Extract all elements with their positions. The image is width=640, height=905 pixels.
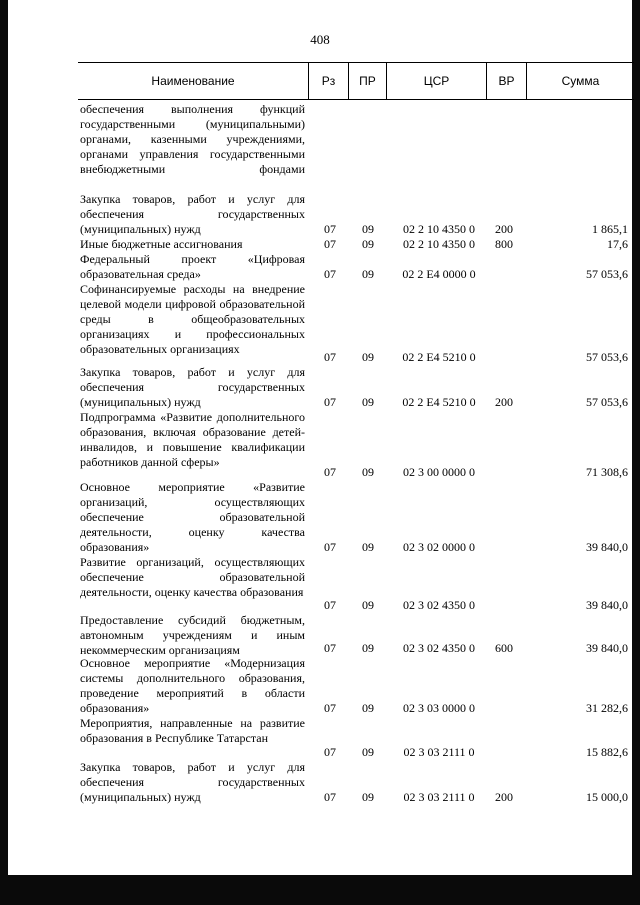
- row-rz: 07: [324, 395, 336, 409]
- row-name: Мероприятия, направленные на развитие образования в Республике Татарстан: [80, 716, 305, 745]
- row-sum: 57 053,6: [586, 350, 628, 364]
- row-name: Подпрограмма «Развитие дополнительного образования, включая образование детей-инвалидов, и повышение квалификации работников данной сферы»: [80, 410, 305, 469]
- row-rz: 07: [324, 237, 336, 251]
- row-name: Федеральный проект «Цифровая образовательная среда»: [80, 252, 305, 281]
- row-rz: 07: [324, 540, 336, 554]
- table-row: [0, 102, 640, 192]
- row-name: Закупка товаров, работ и услуг для обеспечения государственных (муниципальных) нужд: [80, 192, 305, 236]
- row-pr: 09: [362, 267, 374, 281]
- row-pr: 09: [362, 641, 374, 655]
- row-csr: 02 2 E4 5210 0: [402, 350, 476, 364]
- table-row: [0, 282, 640, 365]
- row-csr: 02 3 02 0000 0: [403, 540, 475, 554]
- table-row: [0, 192, 640, 237]
- row-pr: 09: [362, 540, 374, 554]
- row-csr: 02 2 E4 5210 0: [402, 395, 476, 409]
- row-rz: 07: [324, 267, 336, 281]
- row-csr: 02 2 10 4350 0: [403, 222, 475, 236]
- row-sum: 15 000,0: [586, 790, 628, 804]
- row-csr: 02 3 03 2111 0: [403, 790, 475, 804]
- row-sum: 39 840,0: [586, 641, 628, 655]
- row-rz: 07: [324, 790, 336, 804]
- row-pr: 09: [362, 395, 374, 409]
- row-rz: 07: [324, 465, 336, 479]
- row-name: Основное мероприятие «Развитие организаций, осуществляющих обеспечение образовательной деятельности, оценку качества образования»: [80, 480, 305, 554]
- table-row: [0, 410, 640, 480]
- row-pr: 09: [362, 237, 374, 251]
- row-sum: 39 840,0: [586, 540, 628, 554]
- row-sum: 71 308,6: [586, 465, 628, 479]
- header-vr: ВР: [486, 63, 526, 99]
- row-pr: 09: [362, 465, 374, 479]
- row-csr: 02 3 00 0000 0: [403, 465, 475, 479]
- row-vr: 200: [495, 790, 513, 804]
- row-vr: 200: [495, 395, 513, 409]
- row-name: Основное мероприятие «Модернизация системы дополнительного образования, проведение мероприятий в области образования»: [80, 656, 305, 715]
- row-pr: 09: [362, 790, 374, 804]
- table-row: [0, 613, 640, 656]
- row-sum: 1 865,1: [592, 222, 628, 236]
- table-row: [0, 252, 640, 282]
- table-row: [0, 656, 640, 716]
- row-name: обеспечения выполнения функций государственными (муниципальными) органами, казенными учреждениями, органами управления государственными внебюджетными фондами: [80, 102, 305, 176]
- row-vr: 600: [495, 641, 513, 655]
- header-name: Наименование: [151, 74, 235, 88]
- row-sum: 17,6: [607, 237, 628, 251]
- table-row: [0, 237, 640, 252]
- table-header: [78, 62, 634, 100]
- row-vr: 800: [495, 237, 513, 251]
- row-sum: 57 053,6: [586, 267, 628, 281]
- row-csr: 02 3 03 0000 0: [403, 701, 475, 715]
- row-rz: 07: [324, 598, 336, 612]
- row-csr: 02 2 E4 0000 0: [402, 267, 476, 281]
- row-name: Закупка товаров, работ и услуг для обеспечения государственных (муниципальных) нужд: [80, 365, 305, 409]
- row-rz: 07: [324, 745, 336, 759]
- row-rz: 07: [324, 701, 336, 715]
- row-csr: 02 3 03 2111 0: [403, 745, 475, 759]
- header-rz: Рз: [308, 63, 348, 99]
- row-name: Закупка товаров, работ и услуг для обеспечения государственных (муниципальных) нужд: [80, 760, 305, 804]
- row-rz: 07: [324, 350, 336, 364]
- row-rz: 07: [324, 222, 336, 236]
- row-pr: 09: [362, 745, 374, 759]
- row-pr: 09: [362, 701, 374, 715]
- row-sum: 39 840,0: [586, 598, 628, 612]
- row-csr: 02 2 10 4350 0: [403, 237, 475, 251]
- row-pr: 09: [362, 350, 374, 364]
- row-sum: 57 053,6: [586, 395, 628, 409]
- row-vr: 200: [495, 222, 513, 236]
- header-csr: ЦСР: [386, 63, 486, 99]
- row-sum: 31 282,6: [586, 701, 628, 715]
- row-csr: 02 3 02 4350 0: [403, 598, 475, 612]
- table-row: [0, 480, 640, 555]
- row-csr: 02 3 02 4350 0: [403, 641, 475, 655]
- row-rz: 07: [324, 641, 336, 655]
- table-row: [0, 555, 640, 613]
- row-name: Предоставление субсидий бюджетным, автономным учреждениям и иным некоммерческим организациям: [80, 613, 305, 657]
- row-name: Иные бюджетные ассигнования: [80, 237, 243, 251]
- table-row: [0, 365, 640, 410]
- header-sum: Сумма: [526, 63, 634, 99]
- row-name: Развитие организаций, осуществляющих обеспечение образовательной деятельности, оценку качества образования: [80, 555, 305, 599]
- row-pr: 09: [362, 598, 374, 612]
- page-number: 408: [310, 32, 330, 47]
- row-name: Софинансируемые расходы на внедрение целевой модели цифровой образовательной среды в общеобразовательных организациях и профессиональных образовательных организациях: [80, 282, 305, 356]
- row-sum: 15 882,6: [586, 745, 628, 759]
- table-row: [0, 716, 640, 760]
- table-row: [0, 760, 640, 805]
- row-pr: 09: [362, 222, 374, 236]
- scan-border-bottom: [0, 875, 640, 905]
- header-pr: ПР: [348, 63, 386, 99]
